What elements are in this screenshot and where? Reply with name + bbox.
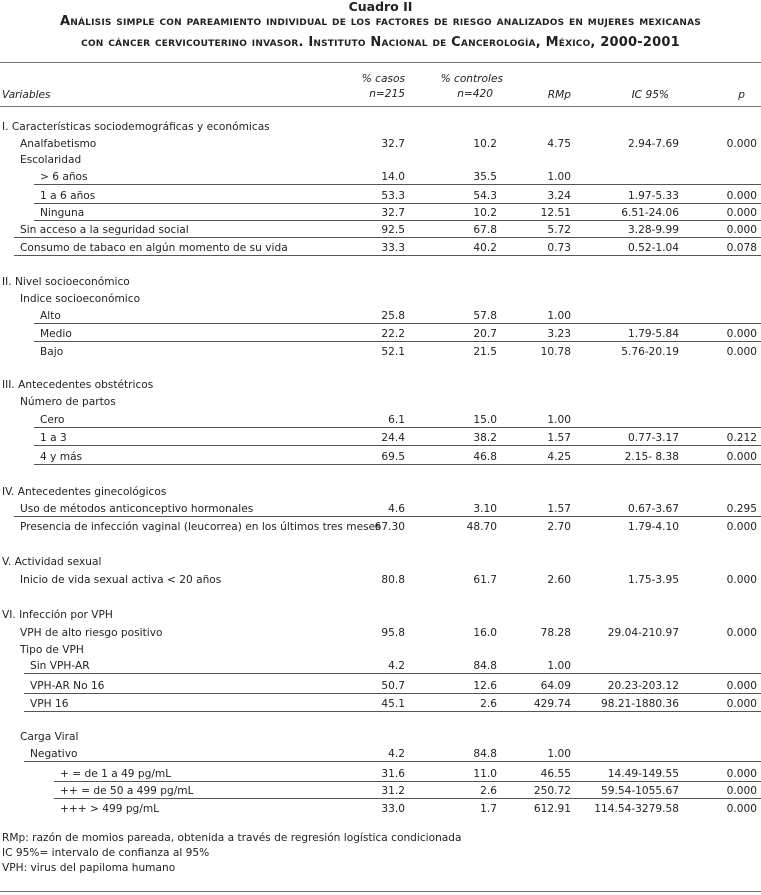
- cell-label: Escolaridad: [20, 154, 82, 166]
- table-row: [0, 429, 761, 447]
- cell-p: 0.000: [726, 627, 757, 639]
- cell-casos: 25.8: [381, 310, 405, 322]
- cell-ctrl: 1.7: [480, 803, 497, 815]
- cell-ctrl: 61.7: [473, 574, 497, 586]
- cell-rmp: 0.73: [547, 242, 571, 254]
- table-title-line-2: con cáncer cervicouterino invasor. Instituto Nacional de Cancerología, México, 2000-2001: [81, 35, 680, 50]
- cell-rmp: 1.00: [547, 310, 571, 322]
- cell-label: I. Características sociodemográficas y económicas: [2, 121, 270, 133]
- cell-label: Cero: [40, 414, 65, 426]
- cell-ic: 59.54-1055.67: [601, 785, 679, 797]
- column-header-p: p: [738, 89, 745, 101]
- cell-rmp: 429.74: [533, 698, 571, 710]
- cell-label: V. Actividad sexual: [2, 556, 102, 568]
- cell-rmp: 4.25: [547, 451, 571, 463]
- cell-p: 0.000: [726, 328, 757, 340]
- table-row: [0, 239, 761, 257]
- cell-rmp: 3.24: [547, 190, 571, 202]
- cell-p: 0.000: [726, 207, 757, 219]
- cell-ic: 2.94-7.69: [628, 138, 679, 150]
- cell-rmp: 250.72: [533, 785, 571, 797]
- table-row: [0, 273, 761, 291]
- cell-label: 1 a 6 años: [40, 190, 96, 202]
- cell-ic: 2.15- 8.38: [624, 451, 679, 463]
- row-underline: [34, 445, 761, 446]
- column-header-rmp: RMp: [547, 89, 571, 101]
- cell-ctrl: 12.6: [473, 680, 497, 692]
- cell-ctrl: 2.6: [480, 698, 497, 710]
- cell-ic: 6.51-24.06: [621, 207, 679, 219]
- column-header-variables: Variables: [2, 89, 51, 101]
- cell-p: 0.000: [726, 785, 757, 797]
- cell-label: 4 y más: [40, 451, 83, 463]
- cell-label: Sin acceso a la seguridad social: [20, 224, 189, 236]
- table-row: [0, 483, 761, 501]
- cell-ctrl: 40.2: [473, 242, 497, 254]
- cell-casos: 52.1: [381, 346, 405, 358]
- row-underline: [34, 427, 761, 428]
- row-underline: [34, 464, 761, 465]
- cell-ctrl: 2.6: [480, 785, 497, 797]
- cell-ctrl: 35.5: [473, 171, 497, 183]
- footnote-rmp: RMp: razón de momios pareada, obtenida a través de regresión logística condicionada: [2, 832, 462, 844]
- cell-ic: 0.52-1.04: [628, 242, 679, 254]
- cell-ctrl: 38.2: [473, 432, 497, 444]
- column-header-controles-label: % controles: [440, 73, 503, 85]
- cell-casos: 32.7: [381, 207, 405, 219]
- cell-p: 0.295: [726, 503, 757, 515]
- cell-ic: 1.75-3.95: [628, 574, 679, 586]
- cell-label: III. Antecedentes obstétricos: [2, 379, 154, 391]
- table-row: [0, 728, 761, 746]
- cell-p: 0.000: [726, 768, 757, 780]
- bottom-rule: [0, 891, 761, 892]
- table-row: [0, 290, 761, 308]
- cell-rmp: 1.57: [547, 503, 571, 515]
- table-caption: Cuadro II: [348, 0, 413, 14]
- cell-ctrl: 57.8: [473, 310, 497, 322]
- cell-rmp: 64.09: [540, 680, 571, 692]
- cell-casos: 6.1: [388, 414, 405, 426]
- cell-label: Indice socioeconómico: [20, 293, 141, 305]
- cell-casos: 24.4: [381, 432, 405, 444]
- cell-rmp: 1.57: [547, 432, 571, 444]
- table-row: [0, 307, 761, 325]
- row-underline: [34, 184, 761, 185]
- cell-casos: 69.5: [381, 451, 405, 463]
- table-row: [0, 695, 761, 713]
- row-underline: [24, 761, 761, 762]
- cell-casos: 22.2: [381, 328, 405, 340]
- cell-p: 0.000: [726, 680, 757, 692]
- cell-p: 0.000: [726, 224, 757, 236]
- cell-label: Negativo: [30, 748, 78, 760]
- cell-casos: 14.0: [381, 171, 405, 183]
- table-row: [0, 553, 761, 571]
- table-row: [0, 393, 761, 411]
- column-header-casos-label: % casos: [361, 73, 405, 85]
- table-row: [0, 765, 761, 783]
- cell-casos: 45.1: [381, 698, 405, 710]
- cell-label: VPH de alto riesgo positivo: [20, 627, 163, 639]
- cell-casos: 92.5: [381, 224, 405, 236]
- table-row: [0, 343, 761, 361]
- cell-label: 1 a 3: [40, 432, 67, 444]
- table-row: [0, 448, 761, 466]
- cell-ic: 1.79-5.84: [628, 328, 679, 340]
- table-row: [0, 677, 761, 695]
- footnote-vph: VPH: virus del papiloma humano: [2, 862, 176, 874]
- column-header-ic: IC 95%: [631, 89, 669, 101]
- cell-p: 0.000: [726, 574, 757, 586]
- table-row: [0, 800, 761, 818]
- cell-p: 0.000: [726, 346, 757, 358]
- cell-rmp: 2.70: [547, 521, 571, 533]
- cell-ctrl: 16.0: [473, 627, 497, 639]
- cell-casos: 80.8: [381, 574, 405, 586]
- row-underline: [14, 237, 761, 238]
- cell-label: Inicio de vida sexual activa < 20 años: [20, 574, 222, 586]
- column-header-casos-n: n=215: [369, 88, 405, 100]
- cell-label: IV. Antecedentes ginecológicos: [2, 486, 167, 498]
- cell-label: Uso de métodos anticonceptivo hormonales: [20, 503, 254, 515]
- cell-ic: 0.67-3.67: [628, 503, 679, 515]
- table-row: [0, 118, 761, 136]
- cell-ctrl: 84.8: [473, 748, 497, 760]
- table-row: [0, 151, 761, 169]
- cell-casos: 31.6: [381, 768, 405, 780]
- cell-casos: 4.2: [388, 748, 405, 760]
- row-underline: [34, 323, 761, 324]
- cell-label: Carga Viral: [20, 731, 79, 743]
- table-title-line-1: Análisis simple con pareamiento individual de los factores de riesgo analizados en mujeres mexicanas: [60, 14, 701, 29]
- cell-label: Analfabetismo: [20, 138, 97, 150]
- cell-label: VPH-AR No 16: [30, 680, 105, 692]
- table-row: [0, 782, 761, 800]
- cell-ctrl: 3.10: [473, 503, 497, 515]
- table-row: [0, 187, 761, 205]
- cell-ic: 0.77-3.17: [628, 432, 679, 444]
- cell-ctrl: 46.8: [473, 451, 497, 463]
- cell-ic: 14.49-149.55: [607, 768, 679, 780]
- cell-label: Bajo: [40, 346, 64, 358]
- cell-ctrl: 54.3: [473, 190, 497, 202]
- cell-label: Consumo de tabaco en algún momento de su vida: [20, 242, 288, 254]
- cell-ic: 5.76-20.19: [621, 346, 679, 358]
- row-underline: [54, 798, 761, 799]
- table-row: [0, 624, 761, 642]
- cell-ctrl: 67.8: [473, 224, 497, 236]
- cell-rmp: 1.00: [547, 171, 571, 183]
- cell-rmp: 46.55: [540, 768, 571, 780]
- table-row: [0, 204, 761, 222]
- cell-label: Ninguna: [40, 207, 85, 219]
- cell-casos: 67.30: [374, 521, 405, 533]
- cell-rmp: 3.23: [547, 328, 571, 340]
- header-rule: [0, 106, 761, 107]
- cell-label: Tipo de VPH: [20, 644, 84, 656]
- footnote-ic: IC 95%= intervalo de confianza al 95%: [2, 847, 210, 859]
- cell-p: 0.000: [726, 190, 757, 202]
- column-header-controles-n: n=420: [457, 88, 493, 100]
- cell-label: VI. Infección por VPH: [2, 609, 113, 621]
- top-rule: [0, 62, 761, 63]
- row-underline: [14, 255, 761, 256]
- cell-label: Número de partos: [20, 396, 116, 408]
- row-underline: [14, 516, 761, 517]
- cell-rmp: 5.72: [547, 224, 571, 236]
- cell-p: 0.000: [726, 521, 757, 533]
- cell-casos: 95.8: [381, 627, 405, 639]
- row-underline: [24, 673, 761, 674]
- cell-rmp: 612.91: [533, 803, 571, 815]
- cell-ic: 1.79-4.10: [628, 521, 679, 533]
- table-row: [0, 168, 761, 186]
- cell-p: 0.000: [726, 698, 757, 710]
- cell-label: Presencia de infección vaginal (leucorrea) en los últimos tres meses: [20, 521, 381, 533]
- cell-casos: 50.7: [381, 680, 405, 692]
- row-underline: [24, 693, 761, 694]
- cell-ctrl: 21.5: [473, 346, 497, 358]
- cell-label: ++ = de 50 a 499 pg/mL: [60, 785, 194, 797]
- cell-ctrl: 20.7: [473, 328, 497, 340]
- cell-p: 0.078: [726, 242, 757, 254]
- table-row: [0, 745, 761, 763]
- cell-casos: 33.0: [381, 803, 405, 815]
- cell-rmp: 12.51: [540, 207, 571, 219]
- cell-rmp: 1.00: [547, 748, 571, 760]
- cell-ic: 20.23-203.12: [607, 680, 679, 692]
- cell-label: > 6 años: [40, 171, 88, 183]
- cell-casos: 31.2: [381, 785, 405, 797]
- cell-p: 0.212: [726, 432, 757, 444]
- table-row: [0, 571, 761, 589]
- cell-ic: 98.21-1880.36: [601, 698, 679, 710]
- cell-casos: 4.6: [388, 503, 405, 515]
- cell-label: + = de 1 a 49 pg/mL: [60, 768, 172, 780]
- cell-ctrl: 84.8: [473, 660, 497, 672]
- cell-ctrl: 48.70: [466, 521, 497, 533]
- cell-ic: 1.97-5.33: [628, 190, 679, 202]
- table-row: [0, 606, 761, 624]
- table-row: [0, 500, 761, 518]
- cell-ic: 29.04-210.97: [607, 627, 679, 639]
- cell-ctrl: 10.2: [473, 138, 497, 150]
- cell-casos: 32.7: [381, 138, 405, 150]
- row-underline: [24, 711, 761, 712]
- table-row: [0, 518, 761, 536]
- cell-rmp: 4.75: [547, 138, 571, 150]
- cell-ctrl: 11.0: [473, 768, 497, 780]
- cell-casos: 53.3: [381, 190, 405, 202]
- cell-ic: 3.28-9.99: [628, 224, 679, 236]
- row-underline: [34, 341, 761, 342]
- cell-label: Sin VPH-AR: [30, 660, 90, 672]
- cell-p: 0.000: [726, 803, 757, 815]
- cell-p: 0.000: [726, 451, 757, 463]
- cell-ctrl: 10.2: [473, 207, 497, 219]
- table-row: [0, 221, 761, 239]
- cell-casos: 4.2: [388, 660, 405, 672]
- table-row: [0, 657, 761, 675]
- cell-rmp: 78.28: [540, 627, 571, 639]
- cell-label: II. Nivel socioeconómico: [2, 276, 130, 288]
- cell-label: +++ > 499 pg/mL: [60, 803, 160, 815]
- cell-casos: 33.3: [381, 242, 405, 254]
- cell-ic: 114.54-3279.58: [594, 803, 679, 815]
- cell-p: 0.000: [726, 138, 757, 150]
- cell-ctrl: 15.0: [473, 414, 497, 426]
- cell-rmp: 1.00: [547, 660, 571, 672]
- cell-label: Medio: [40, 328, 72, 340]
- cell-rmp: 2.60: [547, 574, 571, 586]
- cell-label: Alto: [40, 310, 61, 322]
- table-row: [0, 325, 761, 343]
- table-row: [0, 376, 761, 394]
- cell-rmp: 1.00: [547, 414, 571, 426]
- cell-rmp: 10.78: [540, 346, 571, 358]
- table-row: [0, 411, 761, 429]
- cell-label: VPH 16: [30, 698, 69, 710]
